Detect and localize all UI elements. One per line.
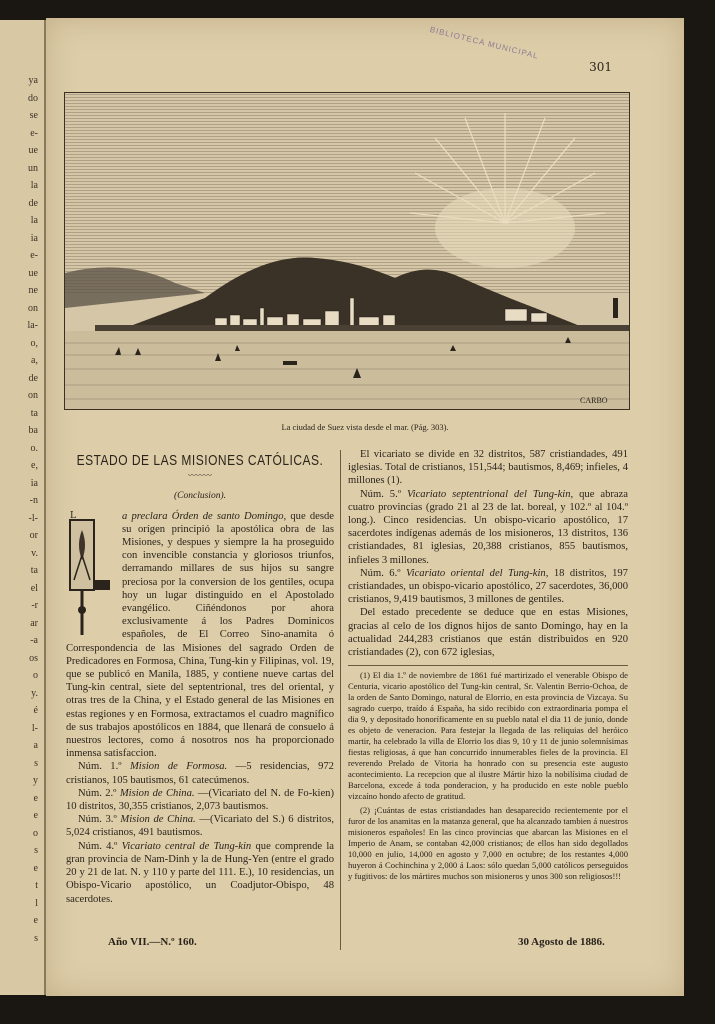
margin-fragment: l	[35, 897, 38, 909]
issue-number: Año VII.—N.º 160.	[108, 936, 197, 948]
margin-fragment: on	[28, 390, 38, 401]
mission-label: Núm. 4.º	[78, 840, 122, 852]
mission-label: Núm. 5.º	[360, 488, 407, 500]
footnotes	[348, 665, 628, 882]
mission-name: Mision de Formosa.	[129, 761, 236, 773]
margin-fragment: la	[30, 215, 38, 226]
margin-fragment: un	[28, 162, 38, 174]
mission-item	[66, 813, 334, 839]
margin-fragment: ue	[28, 145, 38, 156]
title-ornament: 〰〰〰	[188, 471, 212, 481]
shoreline	[95, 325, 629, 331]
issue-date: 30 Agosto de 1886.	[518, 936, 605, 948]
margin-fragment: y.	[31, 687, 38, 699]
engraver-signature: CARBO	[580, 396, 608, 405]
margin-fragment: v.	[31, 547, 38, 559]
margin-fragment: e	[33, 862, 38, 874]
mission-name: Vicariato septentrional del Tung-kin,	[406, 488, 580, 500]
chimney	[613, 298, 618, 318]
margin-fragment: o.	[30, 442, 38, 454]
margin-fragment: y	[33, 775, 38, 786]
intro-italic: a preclara Órden de santo Domingo,	[122, 510, 287, 522]
margin-fragment: -l-	[28, 512, 38, 524]
margin-fragment: de	[28, 372, 38, 384]
mission-text: —5 residencias, 972 cristianos, 105 bautismos, 61 catecúmenos.	[66, 761, 334, 786]
illustration-caption: La ciudad de Suez vista desde el mar. (Pág. 303).	[281, 422, 449, 432]
left-column	[66, 448, 334, 906]
right-paragraph-1: El vicariato se divide en 32 distritos, 587 cristiandades, 491 iglesias. Total de cristianos, 151,544; bautismos, 8,469; infieles, 4 millones (1).	[348, 449, 628, 487]
margin-fragment: e	[33, 915, 38, 926]
mission-label: Núm. 2.º	[78, 787, 120, 799]
margin-fragment: -a	[30, 635, 38, 646]
margin-fragment: ia	[30, 477, 38, 489]
article-title: ESTADO DE LAS MISIONES CATÓLICAS.	[76, 451, 324, 469]
mission-label: Núm. 1.º	[78, 761, 130, 773]
margin-fragment: ia	[30, 232, 38, 244]
margin-fragment: la	[30, 180, 38, 191]
margin-fragment: o	[33, 670, 38, 681]
ornamental-dropcap	[66, 510, 116, 640]
margin-fragment: on	[28, 302, 38, 314]
column-divider	[340, 450, 341, 950]
margin-fragment: ya	[28, 75, 38, 86]
mission-label: Núm. 6.º	[360, 567, 406, 579]
mission-name: Vicariato oriental del Tung-kin,	[405, 567, 554, 579]
right-paragraph-2: Del estado precedente se deduce que en estas Misiones, gracias al celo de los dignos hijos de santo Domingo, hay en la actualidad 244,283 cristianos que están distribuidos en 920 cristiandades (2), con 672 iglesias,	[348, 607, 628, 659]
library-stamp: BIBLIOTECA MUNICIPAL	[428, 24, 540, 61]
margin-fragment: t	[35, 880, 38, 891]
margin-fragment: ne	[28, 285, 38, 296]
paragraph-1: que desde su orígen principió la apostólica obra de las Misiones, y despues y siempre la ha proseguido con invencible constancia y gloriosos triunfos, derramando millares de sus hijos su sangre preciosa por la conversion de los gentiles, ocupa hoy un lugar distinguido en el Apostolado evangélico. Ciñéndonos por ahora exclusivamente á los Padres Dominicos españoles, de El Correo Sino-anamita ó Correspondencia de las Misiones del sagrado Orden de Predicadores en Formosa, China, Tung-kin y Filipinas, vol. 19, que se publicó en Manila, 1885, y contiene nueve cartas del Tung-kin central, siete del septentrional, tres del oriental, y otras tres de la China, y el Estado general de las Misiones en estas regiones y en Formosa, extractamos el cuadro magnífico de sus trabajos apostólicos en 1884, que llenará de consuelo á nuestros lectores, como á nosotros nos ha proporcionado inmensa satisfaccion.	[66, 510, 334, 760]
article-subtitle: (Conclusion).	[174, 491, 226, 502]
margin-fragment: e	[33, 792, 38, 804]
margin-fragment: ar	[30, 617, 38, 629]
suez-harbor-engraving	[65, 93, 629, 409]
margin-fragment: l-	[31, 722, 38, 734]
missions-list-right	[348, 488, 628, 607]
margin-fragment: ba	[28, 425, 38, 436]
margin-fragment: el	[30, 582, 38, 594]
right-column	[348, 448, 628, 885]
margin-fragment: e-	[30, 250, 38, 261]
mission-text: que abraza cuatro provincias (grado 21 al 23 de lat. boreal, y 102.º al 104.º long.). Cinco residencias. Un obispo-vicario apostólico, 17 sacerdotes indígenas además de los misioneros, 13 distritos, 136 cristiandades, 81 iglesias, 20,388 cristianos, 855 bautismos, infieles 3 millones.	[348, 488, 628, 566]
mission-text: 18 distritos, 197 cristiandades, un obispo-vicario apostólico, 27 sacerdotes, 36,000 cristianos, 9,419 bautismos, 3 millones de gentiles.	[348, 567, 628, 606]
engraving-illustration	[64, 92, 630, 410]
dropcap-letter: L	[70, 510, 76, 521]
mission-item	[348, 488, 628, 567]
mission-item	[66, 760, 334, 786]
footnote: (2) ¡Cuántas de estas cristiandades han desaparecido recientemente por el furor de los anamitas en la matanza general, que ha alcanzado tambien á nuestros misioneros españoles! En las cinco provincias que abarcan las Misiones en el Imperio de Anam, se contaban 42,000 cristianos; de ellos han sido degollados 10,000 en julio, 14,000 en agosto y 7,000 en octubre; de los restantes 4,000 huyeron á Cochinchina y 2,000 á Laos: sólo quedan 5,000 católicos perseguidos y fugitivos: de los mártires muchos son misioneros y unos 300 son religiosos!!!	[348, 805, 628, 882]
missions-list-left	[66, 760, 334, 905]
mission-text: —(Vicariato del S.) 6 distritos, 5,024 cristianos, 491 bautismos.	[66, 814, 334, 839]
mission-label: Núm. 3.º	[78, 814, 121, 826]
margin-fragment: la-	[27, 320, 38, 331]
margin-fragment: o,	[30, 337, 38, 349]
margin-fragment: é	[33, 705, 38, 716]
mission-item	[348, 567, 628, 607]
margin-fragment: or	[29, 530, 38, 541]
margin-fragment: a,	[31, 355, 38, 366]
margin-fragment: ta	[30, 407, 38, 419]
footnote: (1) El dia 1.º de noviembre de 1861 fué martirizado el venerable Obispo de Centuria, vicario apostólico del Tung-kin central, Sr. Valentin Berrio-Ochoa, de la orden de Santo Domingo, natural de Elorrio, en esta provincia de Vizcaya. Su sagrado cuerpo, traído á España, ha sido recibido con extraordinaria pompa el dia 9, y depositado honoríficamente en su pueblo natal el dia 11 de junio, donde es objeto de veneracion. Para festejar la llegada de las reliquias del heróico martir, ha celebrado la villa de Elorrio los dias 9, 10 y 11 de junio solemnísimas fiestas religiosas, á que han concurrido innumerables fieles de la provincia. El reverendo Prelado de Vitoria ha honrado con su presencia este augusto acontecimiento. La recepcion que al ilustre Mártir hizo la nobilísima ciudad de Barcelona, excede á toda ponderacion, y ha producido en este noble pueblo vizcaíno hondo afecto de gratitud.	[348, 670, 628, 802]
margin-fragment: e	[33, 810, 38, 821]
margin-fragment: s	[34, 845, 38, 856]
margin-fragment: ue	[28, 267, 38, 279]
mission-name: Vicariato central de Tung-kin	[121, 840, 256, 852]
previous-page-edge	[0, 20, 46, 995]
margin-fragment: -r	[31, 600, 38, 611]
margin-fragment: e,	[31, 460, 38, 471]
margin-fragment: s	[34, 757, 38, 769]
mission-item	[66, 787, 334, 813]
mission-name: Mision de China.	[119, 787, 198, 799]
page-number: 301	[589, 60, 612, 74]
mission-item	[66, 840, 334, 906]
margin-fragment: o	[33, 827, 38, 839]
mission-text: —(Vicariato del N. de Fo-kien) 10 distritos, 30,355 cristianos, 2,073 bautismos.	[66, 787, 335, 813]
margin-fragment: e-	[30, 127, 38, 139]
margin-fragment: a	[33, 740, 38, 751]
margin-fragment: ta	[30, 565, 38, 576]
margin-fragment: de	[28, 197, 38, 209]
margin-fragment: se	[29, 110, 38, 121]
margin-fragment: do	[28, 92, 38, 104]
margin-fragment: os	[29, 652, 38, 664]
mission-text: que comprende la gran provincia de Nam-Dinh y la de Hung-Yen (entre el grado 20 y 21 de lat. N. y 110 y parte del 111. E.), 10 residencias, un Obispo-Vicario apostólico, un Coadjutor-Obispo, 48 sacerdotes.	[66, 840, 334, 905]
magazine-page	[46, 18, 684, 996]
margin-fragment: -n	[29, 495, 38, 506]
mission-name: Mision de China.	[120, 814, 200, 826]
margin-fragment: s	[34, 932, 38, 944]
